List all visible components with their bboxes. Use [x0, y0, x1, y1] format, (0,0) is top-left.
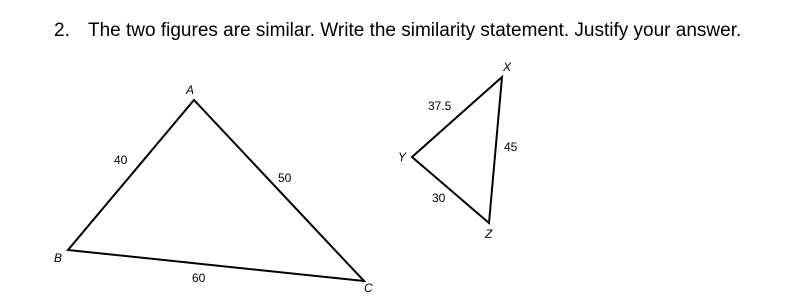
side-ac-length: 50	[278, 171, 292, 185]
vertex-b-label: B	[54, 251, 63, 265]
triangle-xyz	[398, 60, 518, 241]
side-xz-length: 45	[504, 140, 518, 154]
side-ab-length: 40	[114, 153, 128, 167]
triangle-abc-outline	[68, 100, 364, 281]
vertex-x-label: X	[503, 60, 512, 74]
vertex-y-label: Y	[398, 150, 407, 164]
triangle-abc	[54, 83, 373, 295]
side-bc-length: 60	[192, 271, 206, 285]
question-text: The two figures are similar. Write the similarity statement. Justify your answer.	[88, 20, 742, 41]
side-xy-length: 37.5	[428, 99, 452, 113]
question-number: 2.	[54, 20, 70, 41]
vertex-c-label: C	[364, 281, 373, 295]
vertex-a-label: A	[186, 83, 195, 97]
side-yz-length: 30	[432, 191, 446, 205]
vertex-z-label: Z	[485, 227, 493, 241]
triangle-xyz-outline	[412, 77, 502, 223]
